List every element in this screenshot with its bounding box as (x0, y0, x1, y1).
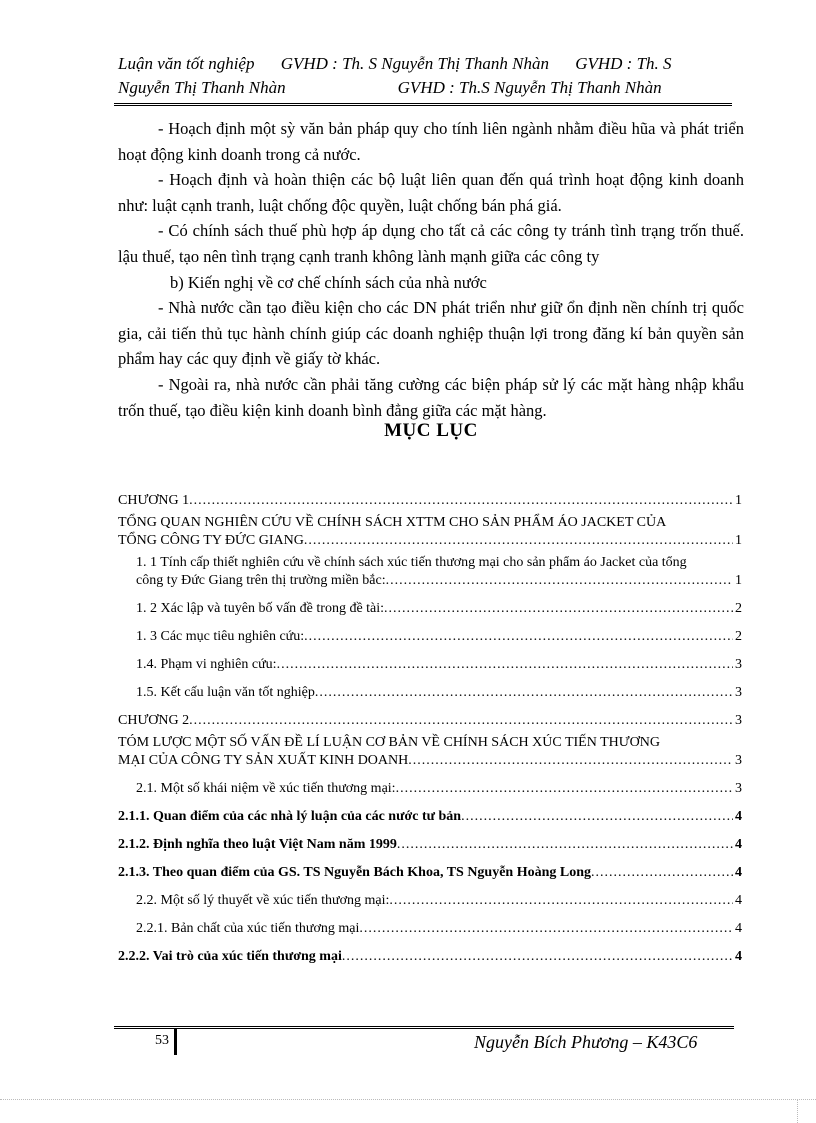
toc-entry-text: TỔNG QUAN NGHIÊN CỨU VỀ CHÍNH SÁCH XTTM CHO SẢN PHẨM ÁO JACKET CỦA (118, 515, 667, 530)
toc-page-number: 2 (735, 601, 742, 616)
header-rule (114, 103, 732, 106)
toc-entry[interactable] (118, 684, 742, 702)
toc-entry[interactable] (118, 892, 742, 910)
toc-page-number: 4 (735, 921, 742, 936)
toc-entry[interactable] (118, 514, 742, 550)
toc-page-number: 3 (735, 753, 742, 768)
toc-entry-text: TÓM LƯỢC MỘT SỐ VẤN ĐỀ LÍ LUẬN CƠ BẢN VỀ CHÍNH SÁCH XÚC TIẾN THƯƠNG (118, 735, 660, 750)
toc-entry[interactable] (118, 712, 742, 730)
toc-entry-text: 1. 1 Tính cấp thiết nghiên cứu về chính sách xúc tiến thương mại cho sản phẩm áo Jacket của tổng (136, 555, 687, 570)
toc-leader (277, 656, 733, 674)
page-edge-marker (0, 1099, 816, 1100)
footer-author: Nguyễn Bích Phương – K43C6 (474, 1032, 698, 1052)
toc-leader (408, 752, 733, 770)
paragraph: - Nhà nước cần tạo điều kiện cho các DN phát triển như giữ ổn định nền chính trị quốc gia, cải tiến thủ tục hành chính giúp các doanh nghiệp thuận lợi trong đăng kí bản quyền sản phẩm hay các quy định về giấy tờ khác. (118, 298, 744, 369)
toc-entry[interactable] (118, 492, 742, 510)
toc-leader (304, 628, 733, 646)
toc-page-number: 1 (735, 493, 742, 508)
toc-entry[interactable] (118, 948, 742, 966)
toc-entry-text: CHƯƠNG 1 (118, 493, 190, 508)
toc-page-number: 1 (735, 573, 742, 588)
toc-entry[interactable] (118, 780, 742, 798)
toc-entry-text: công ty Đức Giang trên thị trường miền bắc: (136, 573, 386, 588)
toc-leader (389, 892, 733, 910)
toc-entry[interactable] (118, 864, 742, 882)
body-text (118, 116, 744, 423)
toc-entry-text: 2.1.1. Quan điểm của các nhà lý luận của các nước tư bản (118, 809, 462, 824)
toc-entry[interactable] (118, 600, 742, 618)
toc-leader (189, 712, 733, 730)
toc-leader (461, 808, 733, 826)
toc-leader (359, 920, 733, 938)
toc-entry-text: 2.2.2. Vai trò của xúc tiến thương mại (118, 949, 342, 964)
toc-leader (315, 684, 733, 702)
toc-entry-text: 2.2.1. Bản chất của xúc tiến thương mại (136, 921, 360, 936)
toc-leader (342, 948, 733, 966)
toc-entry-text: TỔNG CÔNG TY ĐỨC GIANG (118, 533, 304, 548)
toc-entry-text: 1. 2 Xác lập và tuyên bố vấn đề trong đề tài: (136, 601, 385, 616)
toc-page-number: 4 (735, 809, 742, 824)
footer-rule (114, 1026, 734, 1029)
page-edge-marker (797, 1099, 798, 1123)
toc-leader (397, 836, 733, 854)
toc-page-number: 3 (735, 657, 742, 672)
header-supervisor-1: GVHD : Th. S Nguyễn Thị Thanh Nhàn (280, 54, 549, 73)
header-line-2 (118, 76, 730, 100)
toc-entry[interactable] (118, 656, 742, 674)
paragraph: - Hoạch định một sỳ văn bản pháp quy cho tính liên ngành nhằm điều hũa và phát triển hoạt động kinh doanh trong cả nước. (118, 119, 744, 164)
toc-leader (304, 532, 733, 550)
toc-page-number: 3 (735, 685, 742, 700)
toc-leader (189, 492, 733, 510)
toc-entry[interactable] (118, 808, 742, 826)
page-number: 53 (155, 1033, 169, 1048)
toc-entry-text: 2.1.2. Định nghĩa theo luật Việt Nam năm 1999 (118, 837, 397, 852)
footer-divider (174, 1029, 177, 1055)
toc-entry[interactable] (118, 628, 742, 646)
toc-entry[interactable] (118, 920, 742, 938)
toc-page-number: 1 (735, 533, 742, 548)
toc-entry-text: MẠI CỦA CÔNG TY SẢN XUẤT KINH DOANH (118, 753, 409, 768)
header-supervisor-3: GVHD : Th.S Nguyễn Thị Thanh Nhàn (397, 78, 662, 97)
toc-entry-text: 1. 3 Các mục tiêu nghiên cứu: (136, 629, 305, 644)
toc-entry-text: 2.1. Một số khái niệm về xúc tiến thương mại: (136, 781, 396, 796)
paragraph: - Có chính sách thuế phù hợp áp dụng cho tất cả các công ty tránh tình trạng trốn thuế. lậu thuế, tạo nên tình trạng cạnh tranh không lành mạnh giữa các công ty (118, 221, 744, 266)
header-line-1 (118, 52, 730, 76)
header-supervisor-name: Nguyễn Thị Thanh Nhàn (118, 78, 286, 97)
toc-leader (396, 780, 733, 798)
toc-leader (386, 572, 733, 590)
toc-page-number: 3 (735, 781, 742, 796)
header-supervisor-2: GVHD : Th. S (575, 54, 672, 73)
toc-leader (591, 864, 733, 882)
toc-entry-text: 1.4. Phạm vi nghiên cứu: (136, 657, 277, 672)
toc-page-number: 4 (735, 893, 742, 908)
header-thesis-label: Luận văn tốt nghiệp (118, 54, 255, 73)
toc-page-number: 4 (735, 949, 742, 964)
toc-entry-text: 2.1.3. Theo quan điểm của GS. TS Nguyễn Bách Khoa, TS Nguyễn Hoàng Long (118, 865, 592, 880)
toc-entry[interactable] (118, 836, 742, 854)
toc-entry-text: CHƯƠNG 2 (118, 713, 190, 728)
toc-page-number: 4 (735, 865, 742, 880)
paragraph: - Hoạch định và hoàn thiện các bộ luật liên quan đến quá trình hoạt động kinh doanh như: luật cạnh tranh, luật chống độc quyền, luật chống bán phá giá. (118, 170, 744, 215)
paragraph: - Ngoài ra, nhà nước cần phải tăng cường các biện pháp sử lý các mặt hàng nhập khẩu trốn thuế, tạo điều kiện kinh doanh bình đẳng giữa các mặt hàng. (118, 374, 744, 420)
toc-leader (384, 600, 733, 618)
toc-page-number: 4 (735, 837, 742, 852)
toc-entry[interactable] (118, 734, 742, 770)
toc-entry-text: 2.2. Một số lý thuyết về xúc tiến thương mại: (136, 893, 390, 908)
table-of-contents (118, 492, 742, 966)
toc-page-number: 2 (735, 629, 742, 644)
page-header (118, 52, 730, 100)
toc-entry-text: 1.5. Kết cấu luận văn tốt nghiệp (136, 685, 315, 700)
section-heading: b) Kiến nghị về cơ chế chính sách của nhà nước (170, 272, 487, 292)
toc-page-number: 3 (735, 713, 742, 728)
toc-entry[interactable] (118, 554, 742, 590)
toc-title: MỤC LỤC (384, 420, 478, 441)
